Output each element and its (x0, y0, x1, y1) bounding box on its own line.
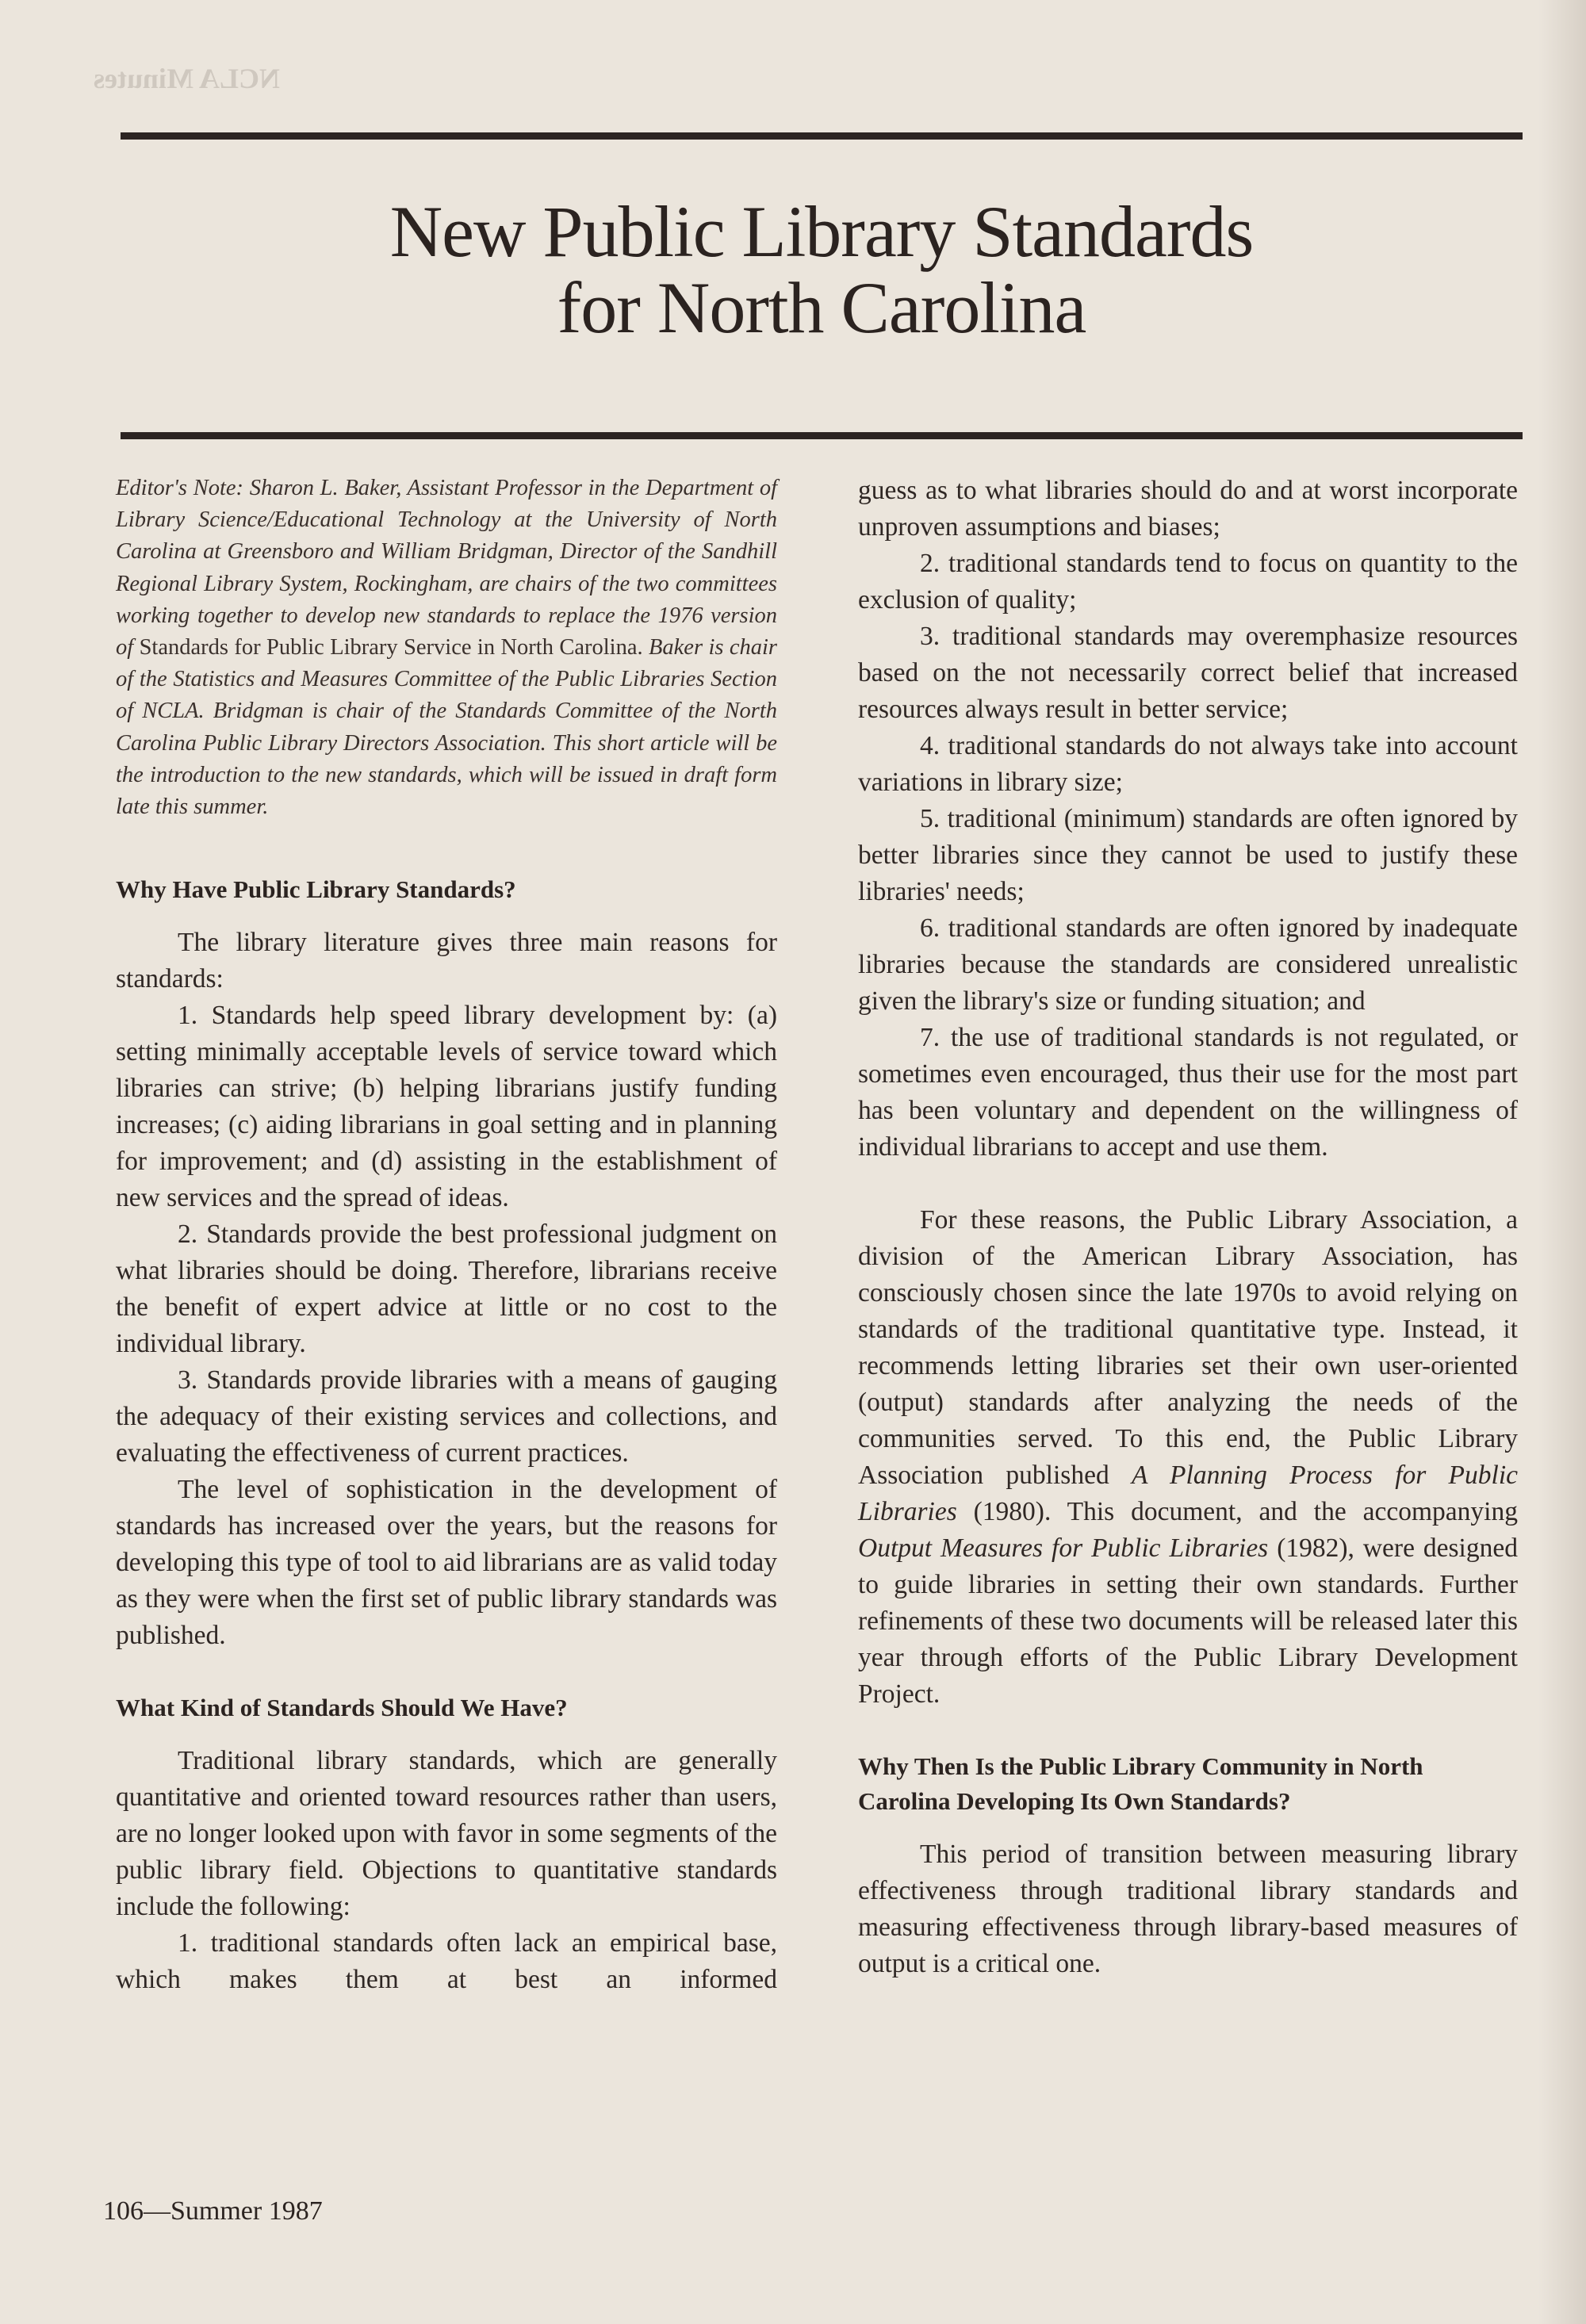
right-column (858, 473, 1518, 1982)
list-item-objection-5: 5. traditional (minimum) standards are often ignored by better libraries since they cannot be used to justify these libraries' needs; (858, 804, 1518, 906)
list-item-reason-3: 3. Standards provide libraries with a means of gauging the adequacy of their existing services and collections, and evaluating the effectiveness of current practices. (116, 1365, 777, 1468)
pla-text-2: (1980). This document, and the accompanying (956, 1497, 1518, 1526)
section-heading-what-kind: What Kind of Standards Should We Have? (116, 1694, 568, 1722)
pla-text-1: For these reasons, the Public Library Association, a division of the American Library Association, has consciously chosen since the late 1970s to avoid relying on standards of the traditional quantitative type. Instead, it recommends letting libraries set their own user-oriented (output) standards after analyzing the needs of the communities served. To this end, the Public Library Association published (858, 1205, 1518, 1490)
pla-text-3: (1982), were designed to guide libraries in setting their own standards. Further refinements of these two documents will be released later this year through efforts of the Public Library Development Project. (858, 1533, 1518, 1709)
editors-note-text-2: Baker is chair of the Statistics and Measures Committee of the Public Libraries Section of NCLA. Bridgman is chair of the Standards Committee of the North Carolina Public Library Directors Association. This short article will be the introduction to the new standards, which will be issued in draft form late this summer. (116, 635, 777, 820)
section-body-what-kind (116, 1743, 777, 1998)
list-item-reason-1: 1. Standards help speed library development by: (a) setting minimally acceptable levels of service toward which libraries can strive; (b) helping librarians justify funding increases; (c) aiding librarians in goal setting and in planning for improvement; and (d) assisting in the establishment of new services and the spread of ideas. (116, 1001, 777, 1213)
article-title (121, 193, 1523, 346)
title-bottom-rule (121, 432, 1523, 439)
editors-note-text-1: Editor's Note: Sharon L. Baker, Assistant Professor in the Department of Library Science/Educational Technology at the University of North Carolina at Greensboro and William Bridgman, Director of the Sandhill Regional Library System, Rockingham, are chairs of the two committees working together to develop new standards to replace the 1976 version of (116, 476, 777, 660)
editors-note (116, 473, 777, 823)
title-top-rule (121, 132, 1523, 140)
list-item-objection-4: 4. traditional standards do not always take into account variations in library size; (858, 731, 1518, 797)
paragraph: Traditional library standards, which are generally quantitative and oriented toward resources rather than users, are no longer looked upon with favor in some segments of the public library field. Objections to quantitative standards include the following: (116, 1746, 777, 1922)
title-line-2: for North Carolina (557, 267, 1086, 348)
list-item-objection-1-continued: guess as to what libraries should do and at worst incorporate unproven assumptions and biases; (858, 476, 1518, 542)
section-body-why-nc (858, 1836, 1518, 1982)
section-heading-why-nc-own-standards: Why Then Is the Public Library Community in North Carolina Developing Its Own Standards? (858, 1752, 1423, 1815)
list-item-objection-2: 2. traditional standards tend to focus on quantity to the exclusion of quality; (858, 549, 1518, 615)
paragraph: This period of transition between measuring library effectiveness through traditional library standards and measuring effectiveness through library-based measures of output is a critical one. (858, 1840, 1518, 1978)
editors-note-standards-title: Standards for Public Library Service in North Carolina. (139, 635, 643, 660)
list-item-objection-3: 3. traditional standards may overemphasize resources based on the not necessarily correct belief that increased resources always result in better service; (858, 622, 1518, 724)
page-folio: 106—Summer 1987 (103, 2196, 323, 2226)
pla-paragraph (858, 1202, 1518, 1713)
left-column (116, 473, 777, 1998)
section-heading-why-have-standards: Why Have Public Library Standards? (116, 875, 516, 904)
book-title-planning-process: A Planning Process for Public Libraries (858, 1461, 1518, 1526)
bleed-through-running-head: NCLA Minutes (94, 63, 281, 94)
list-item-reason-2: 2. Standards provide the best professional judgment on what libraries should be doing. Therefore, librarians receive the benefit of expert advice at little or no cost to the individual library. (116, 1219, 777, 1359)
page-edge-shadow (1538, 0, 1586, 2324)
list-item-objection-6: 6. traditional standards are often ignored by inadequate libraries because the standards are considered unrealistic given the library's size or funding situation; and (858, 913, 1518, 1016)
title-line-1: New Public Library Standards (389, 191, 1254, 272)
paragraph: The level of sophistication in the development of standards has increased over the years, but the reasons for developing this type of tool to aid librarians are as valid today as they were when the first set of public library standards was published. (116, 1475, 777, 1651)
list-item-objection-1: 1. traditional standards often lack an empirical base, which makes them at best an informed (116, 1928, 777, 1995)
section-body-why-have-standards (116, 925, 777, 1654)
book-title-output-measures: Output Measures for Public Libraries (858, 1533, 1269, 1563)
list-item-objection-7: 7. the use of traditional standards is not regulated, or sometimes even encouraged, thus their use for the most part has been voluntary and dependent on the willingness of individual librarians to accept and use them. (858, 1023, 1518, 1162)
section-body-what-kind-continued (858, 473, 1518, 1713)
paragraph: The library literature gives three main reasons for standards: (116, 928, 777, 994)
